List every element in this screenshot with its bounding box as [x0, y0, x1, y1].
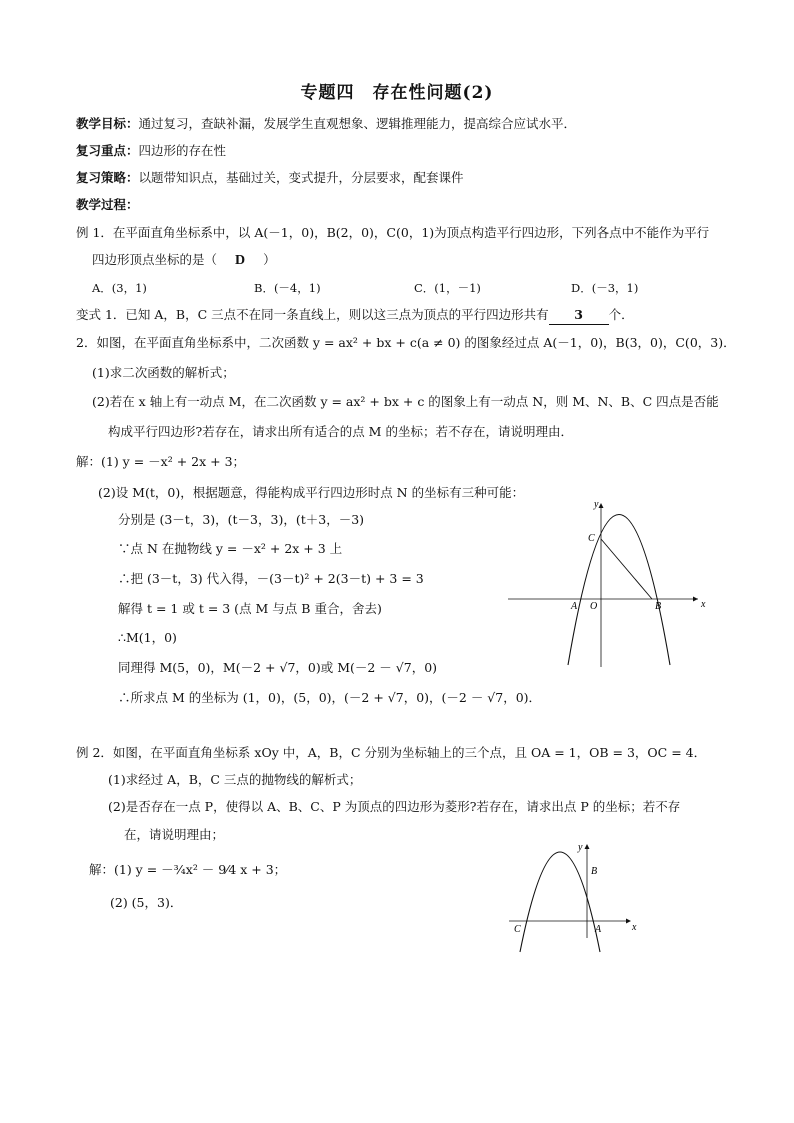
variant1-answer: 3 [549, 306, 609, 325]
variant1-unit: 个． [608, 307, 634, 322]
example1-prompt: 四边形顶点坐标的是（ [92, 252, 218, 267]
review-strategy-label: 复习策略： [76, 170, 139, 185]
variant1-text: 变式 1．已知 A，B，C 三点不在同一条直线上，则以这三点为顶点的平行四边形共有 [76, 307, 549, 322]
figure1-parabola [568, 515, 670, 666]
figure1-y-arrow-icon [599, 503, 604, 508]
example2-stem: 例 2．如图，在平面直角坐标系 xOy 中，A，B，C 分别为坐标轴上的三个点，且 OA = 1，OB = 3，OC = 4． [76, 745, 707, 760]
figure1-label-o: O [590, 601, 598, 612]
figure2-label-c: C [514, 924, 521, 935]
figure2-label-b: B [591, 866, 598, 877]
review-strategy-text: 以题带知识点，基础过关，变式提升，分层要求，配套课件 [138, 170, 464, 185]
solution2-step4: 解得 t = 1 或 t = 3 (点 M 与点 B 重合，舍去) [118, 601, 382, 616]
teaching-goal-text: 通过复习，查缺补漏，发展学生直观想象、逻辑推理能力，提高综合应试水平． [138, 116, 577, 131]
variant1 [76, 306, 634, 325]
figure2-parabola [520, 852, 600, 952]
review-focus-label: 复习重点： [76, 143, 139, 158]
solution2-step6: 同理得 M(5，0)，M(－2 + √7，0)或 M(－2 － √7，0) [118, 660, 438, 675]
example2-part2-line1: (2)是否存在一点 P，使得以 A、B、C、P 为顶点的四边形为菱形?若存在，请求出点 P 的坐标；若不存 [108, 799, 681, 814]
review-focus-text: 四边形的存在性 [138, 143, 227, 158]
solution2-step5: ∴M(1，0) [118, 630, 177, 645]
teaching-goal [76, 115, 576, 133]
page-title: 专题四 存在性问题(2) [300, 83, 494, 103]
example1-option-b: B．(－4，1) [254, 281, 321, 295]
figure1-label-x: x [701, 599, 706, 610]
question2-part2-line1: (2)若在 x 轴上有一动点 M，在二次函数 y = ax² + bx + c 的图象上有一动点 N，则 M、N、B、C 四点是否能 [92, 394, 719, 409]
example1-option-d: D．(－3，1) [571, 281, 639, 295]
figure1-label-b: B [655, 601, 662, 612]
solution2-step2: ∵点 N 在抛物线 y = －x² + 2x + 3 上 [118, 541, 343, 556]
question2-part2-line2: 构成平行四边形?若存在，请求出所有适合的点 M 的坐标；若不存在，请说明理由． [108, 424, 573, 439]
teaching-process-label: 教学过程： [76, 197, 139, 212]
example1-paren-close: ） [263, 252, 276, 267]
example2-part1: (1)求经过 A，B，C 三点的抛物线的解析式； [108, 772, 362, 787]
figure2-label-x: x [632, 922, 637, 933]
example1-line1: 例 1．在平面直角坐标系中，以 A(－1，0)，B(2，0)，C(0，1)为顶点构造平行四边形，下列各点中不能作为平行 [76, 225, 710, 240]
figure2-y-arrow-icon [585, 844, 590, 849]
solution2-step3: ∴把 (3－t，3) 代入得，－(3－t)² + 2(3－t) + 3 = 3 [118, 571, 424, 586]
solution2-step7: ∴所求点 M 的坐标为 (1，0)，(5，0)，(－2 + √7，0)，(－2 － √7，0)． [118, 690, 542, 705]
figure1-label-a: A [571, 601, 578, 612]
example2-solution1: 解：(1) y = －¾x² － 9⁄4 x + 3； [89, 862, 287, 877]
example2-part2-line2: 在，请说明理由； [124, 827, 225, 842]
example1-option-c: C．(1，－1) [414, 281, 481, 295]
figure2-label-a: A [595, 924, 602, 935]
example1-answer: D [235, 253, 246, 268]
figure1-label-y: y [594, 499, 599, 510]
solution2-step1: 分别是 (3－t，3)，(t－3，3)，(t＋3，－3) [118, 512, 365, 527]
teaching-goal-label: 教学目标： [76, 116, 139, 131]
figure2-x-arrow-icon [626, 919, 631, 924]
question2-part1: (1)求二次函数的解析式； [92, 365, 235, 380]
example1-line2 [92, 251, 276, 270]
figure1-segment-cb [601, 539, 652, 599]
teaching-process [76, 196, 139, 214]
figure1-label-c: C [588, 533, 595, 544]
example1-option-a: A．(3，1) [92, 281, 147, 295]
figure2-parabola-graph [505, 838, 645, 958]
figure1-parabola-graph [500, 495, 720, 675]
solution2-part1: 解：(1) y = －x² + 2x + 3； [76, 454, 246, 469]
question2-stem: 2．如图，在平面直角坐标系中，二次函数 y = ax² + bx + c(a ≠ 0) 的图象经过点 A(－1，0)，B(3，0)，C(0，3)． [76, 335, 736, 350]
figure2-label-y: y [578, 842, 583, 853]
review-strategy [76, 169, 464, 187]
solution2-part2: (2)设 M(t，0)，根据题意，得能构成平行四边形时点 N 的坐标有三种可能： [98, 485, 525, 500]
review-focus [76, 142, 226, 160]
example2-solution2: (2) (5，3)． [110, 895, 183, 910]
figure1-x-arrow-icon [693, 597, 698, 602]
